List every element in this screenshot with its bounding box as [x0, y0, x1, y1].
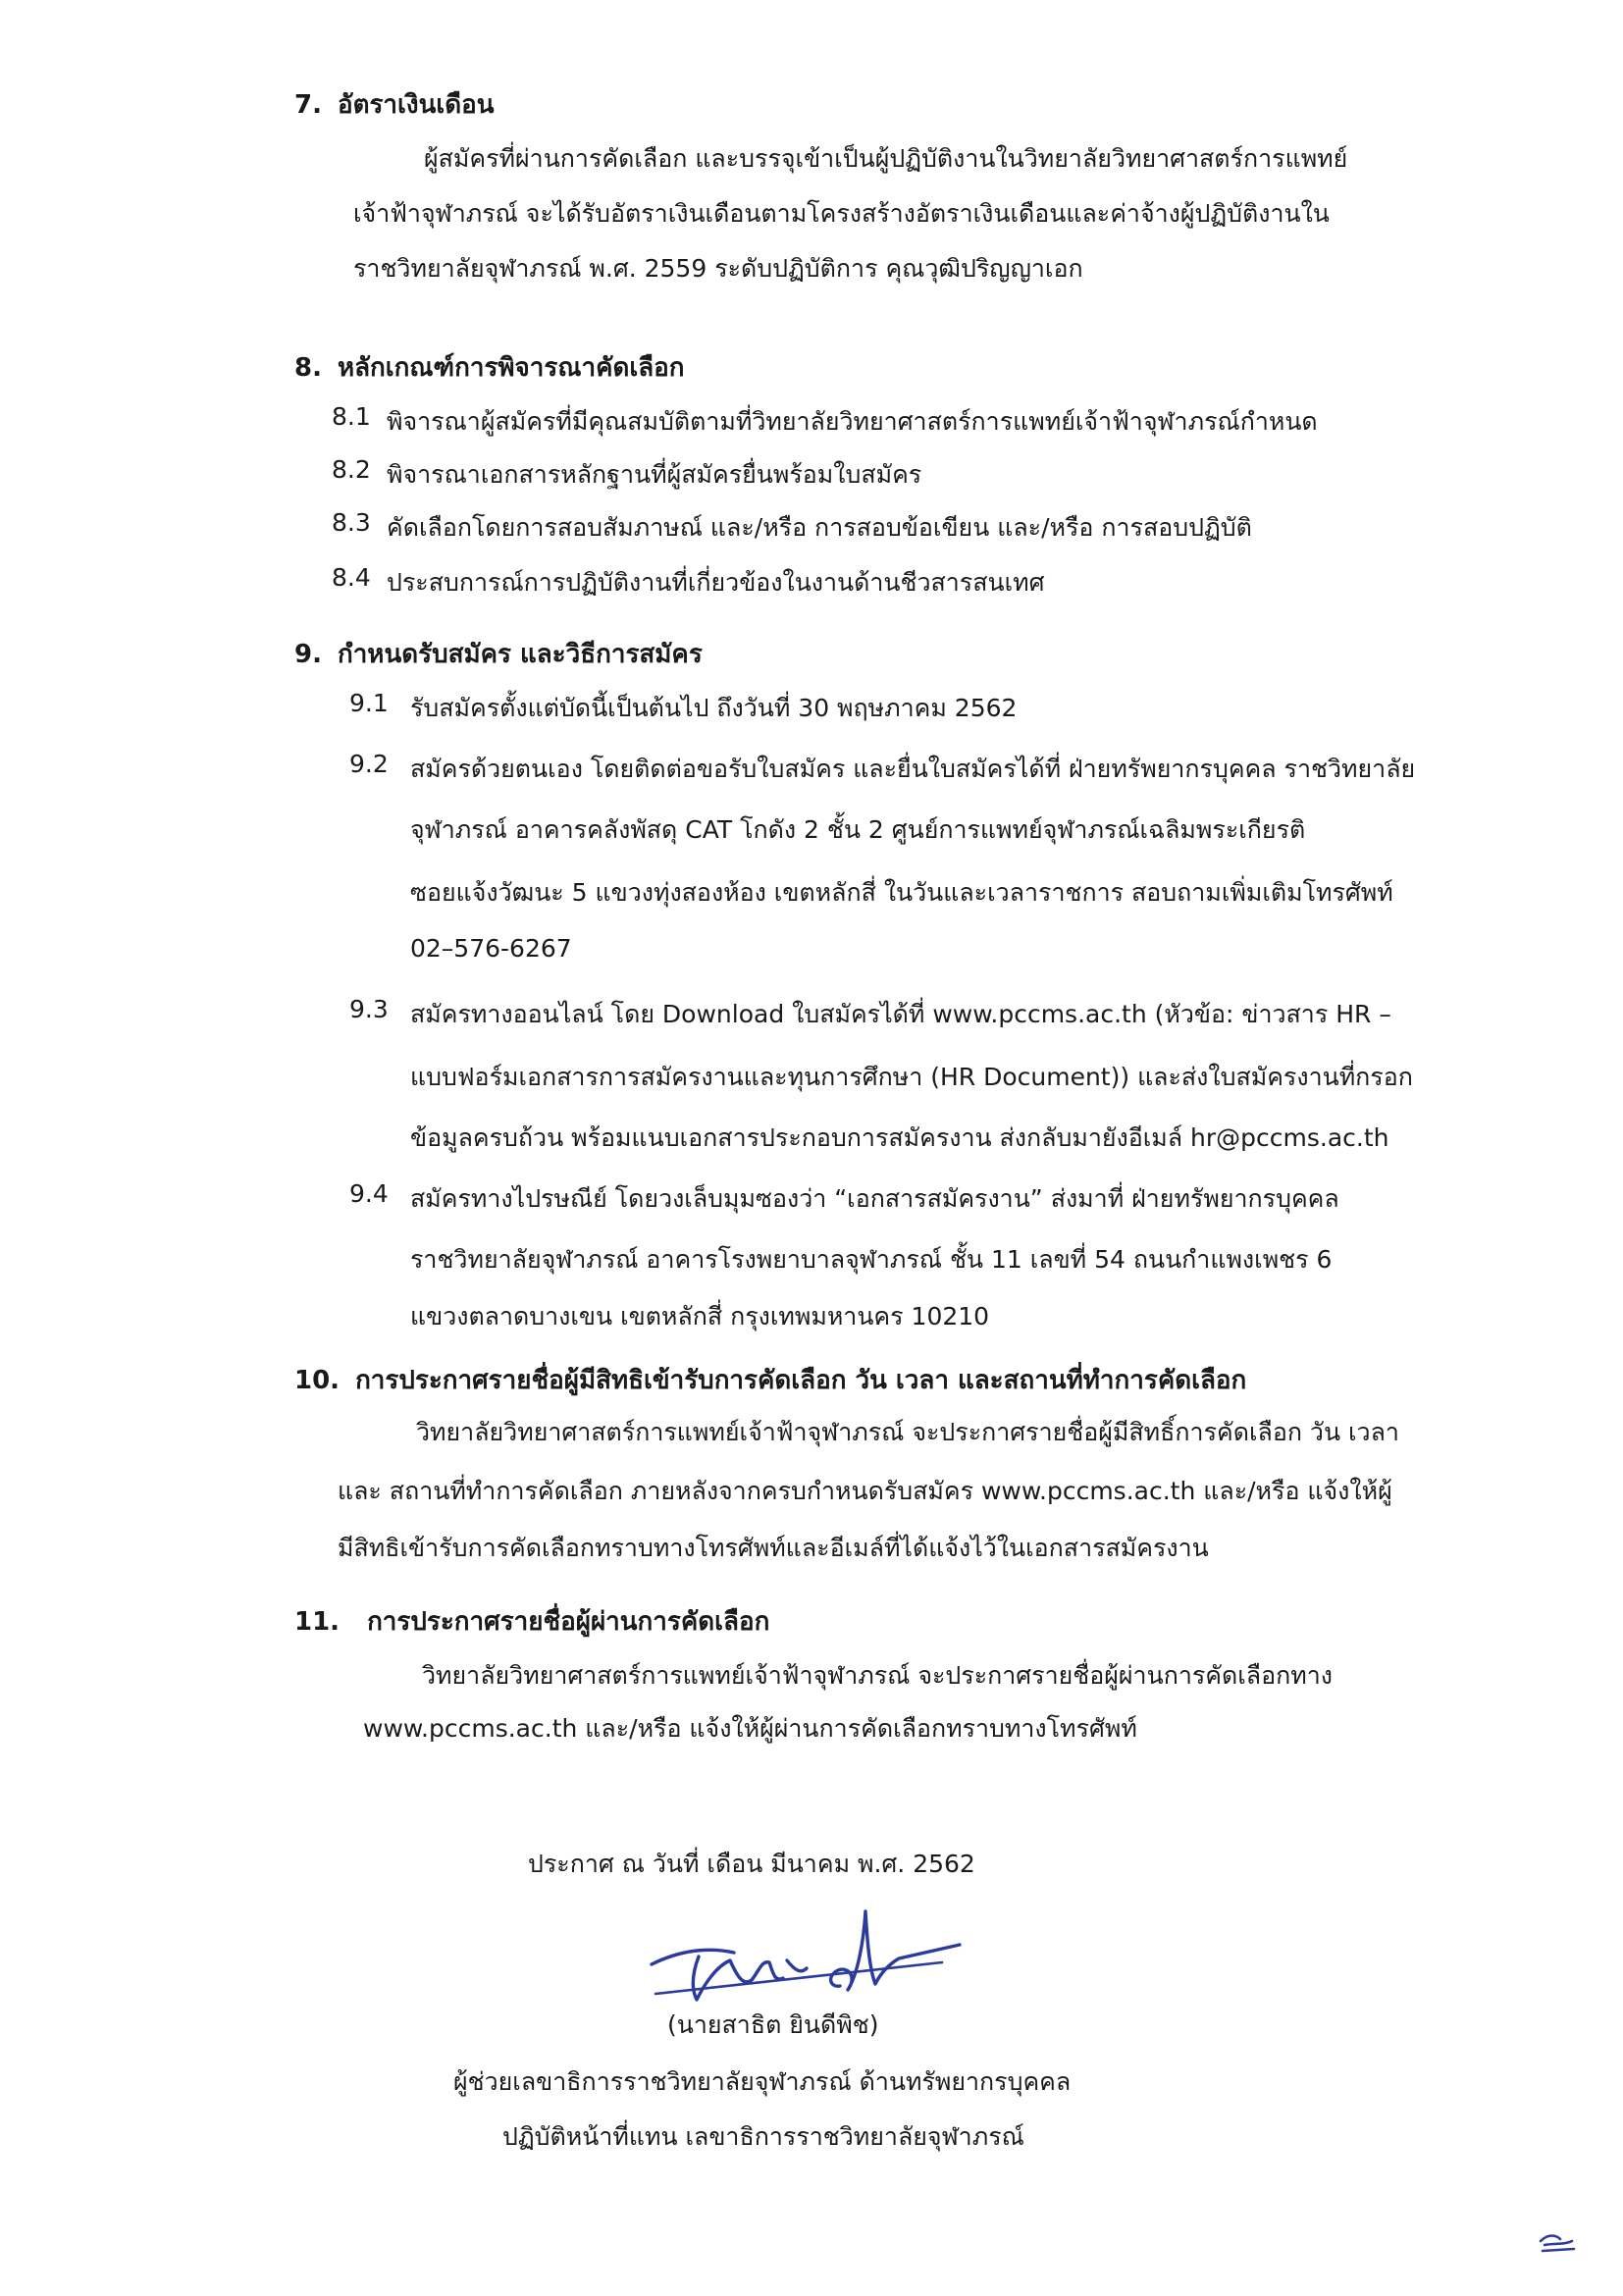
- section-10-number: 10.: [294, 1366, 340, 1395]
- section-7-heading: [294, 84, 495, 125]
- section-9-title: กำหนดรับสมัคร และวิธีการสมัคร: [337, 640, 703, 669]
- application-item-line: รับสมัครตั้งแต่บัดนี้เป็นต้นไป ถึงวันที่ 30 พฤษภาคม 2562: [410, 694, 1018, 722]
- section-10-line: วิทยาลัยวิทยาศาสตร์การแพทย์เจ้าฟ้าจุฬาภรณ์ จะประกาศรายชื่อผู้มีสิทธิ์การคัดเลือก วัน เวลา: [416, 1418, 1399, 1446]
- application-item-line: สมัครทางออนไลน์ โดย Download ใบสมัครได้ที่ www.pccms.ac.th (หัวข้อ: ข่าวสาร HR –: [410, 1000, 1391, 1028]
- section-9-number: 9.: [294, 640, 322, 669]
- section-8-title: หลักเกณฑ์การพิจารณาคัดเลือก: [337, 353, 685, 383]
- section-8-heading: [294, 347, 685, 388]
- criteria-item-text: พิจารณาผู้สมัครที่มีคุณสมบัติตามที่วิทยาลัยวิทยาศาสตร์การแพทย์เจ้าฟ้าจุฬาภรณ์กำหนด: [387, 407, 1318, 436]
- criteria-item-text: พิจารณาเอกสารหลักฐานที่ผู้สมัครยื่นพร้อมใบสมัคร: [387, 460, 922, 489]
- section-11-number: 11.: [294, 1607, 340, 1637]
- signature-image: [648, 1904, 962, 2011]
- section-11-line: www.pccms.ac.th และ/หรือ แจ้งให้ผู้ผ่านการคัดเลือกทราบทางโทรศัพท์: [363, 1714, 1137, 1743]
- section-11-title: การประกาศรายชื่อผู้ผ่านการคัดเลือก: [367, 1607, 770, 1637]
- section-11-heading: [294, 1601, 769, 1642]
- criteria-item-text: ประสบการณ์การปฏิบัติงานที่เกี่ยวข้องในงานด้านชีวสารสนเทศ: [387, 568, 1045, 597]
- application-item-number: 9.4: [349, 1179, 389, 1208]
- criteria-item-number: 8.2: [332, 455, 371, 484]
- application-item-line: ซอยแจ้งวัฒนะ 5 แขวงทุ่งสองห้อง เขตหลักสี่ ในวันและเวลาราชการ สอบถามเพิ่มเติมโทรศัพท์: [410, 878, 1393, 907]
- initials-mark-icon: [1535, 2227, 1578, 2257]
- application-item-number: 9.2: [349, 750, 389, 778]
- application-item-number: 9.3: [349, 995, 389, 1023]
- section-7-line: เจ้าฟ้าจุฬาภรณ์ จะได้รับอัตราเงินเดือนตามโครงสร้างอัตราเงินเดือนและค่าจ้างผู้ปฏิบัติงานใน: [353, 199, 1330, 228]
- signer-title-line-1: ผู้ช่วยเลขาธิการราชวิทยาลัยจุฬาภรณ์ ด้านทรัพยากรบุคคล: [453, 2067, 1072, 2096]
- signer-name: (นายสาธิต ยินดีพิช): [667, 2010, 879, 2039]
- section-10-title: การประกาศรายชื่อผู้มีสิทธิเข้ารับการคัดเลือก วัน เวลา และสถานที่ทำการคัดเลือก: [355, 1366, 1247, 1395]
- section-7-line: ผู้สมัครที่ผ่านการคัดเลือก และบรรจุเข้าเป็นผู้ปฏิบัติงานในวิทยาลัยวิทยาศาสตร์การแพทย์: [424, 144, 1348, 173]
- application-item-line: ข้อมูลครบถ้วน พร้อมแนบเอกสารประกอบการสมัครงาน ส่งกลับมายังอีเมล์ hr@pccms.ac.th: [410, 1123, 1389, 1152]
- application-item-line: 02–576-6267: [410, 934, 572, 963]
- section-7-title: อัตราเงินเดือน: [337, 90, 495, 120]
- application-item-number: 9.1: [349, 689, 389, 717]
- section-11-line: วิทยาลัยวิทยาศาสตร์การแพทย์เจ้าฟ้าจุฬาภรณ์ จะประกาศรายชื่อผู้ผ่านการคัดเลือกทาง: [422, 1661, 1333, 1690]
- application-item-line: สมัครด้วยตนเอง โดยติดต่อขอรับใบสมัคร และยื่นใบสมัครได้ที่ ฝ่ายทรัพยากรบุคคล ราชวิทยาลัย: [410, 755, 1416, 783]
- signer-title-line-2: ปฏิบัติหน้าที่แทน เลขาธิการราชวิทยาลัยจุฬาภรณ์: [502, 2122, 1024, 2151]
- section-10-line: มีสิทธิเข้ารับการคัดเลือกทราบทางโทรศัพท์และอีเมล์ที่ได้แจ้งไว้ในเอกสารสมัครงาน: [338, 1534, 1209, 1562]
- application-item-line: ราชวิทยาลัยจุฬาภรณ์ อาคารโรงพยาบาลจุฬาภรณ์ ชั้น 11 เลขที่ 54 ถนนกำแพงเพชร 6: [410, 1245, 1333, 1274]
- criteria-item-number: 8.4: [332, 563, 371, 592]
- section-7-number: 7.: [294, 90, 322, 120]
- criteria-item-text: คัดเลือกโดยการสอบสัมภาษณ์ และ/หรือ การสอบข้อเขียน และ/หรือ การสอบปฏิบัติ: [387, 513, 1252, 542]
- application-item-line: แบบฟอร์มเอกสารการสมัครงานและทุนการศึกษา (HR Document)) และส่งใบสมัครงานที่กรอก: [410, 1063, 1413, 1091]
- section-10-heading: [294, 1360, 1246, 1400]
- application-item-line: แขวงตลาดบางเขน เขตหลักสี่ กรุงเทพมหานคร 10210: [410, 1302, 990, 1331]
- section-10-line: และ สถานที่ทำการคัดเลือก ภายหลังจากครบกำหนดรับสมัคร www.pccms.ac.th และ/หรือ แจ้งให้ผู้: [338, 1477, 1392, 1505]
- application-item-line: จุฬาภรณ์ อาคารคลังพัสดุ CAT โกดัง 2 ชั้น 2 ศูนย์การแพทย์จุฬาภรณ์เฉลิมพระเกียรติ: [410, 815, 1306, 844]
- section-9-heading: [294, 634, 703, 674]
- section-7-line: ราชวิทยาลัยจุฬาภรณ์ พ.ศ. 2559 ระดับปฏิบัติการ คุณวุฒิปริญญาเอก: [353, 254, 1083, 283]
- announce-date: ประกาศ ณ วันที่ เดือน มีนาคม พ.ศ. 2562: [528, 1850, 975, 1878]
- criteria-item-number: 8.1: [332, 402, 371, 431]
- section-8-number: 8.: [294, 353, 322, 383]
- criteria-item-number: 8.3: [332, 508, 371, 537]
- application-item-line: สมัครทางไปรษณีย์ โดยวงเล็บมุมซองว่า “เอกสารสมัครงาน” ส่งมาที่ ฝ่ายทรัพยากรบุคคล: [410, 1184, 1339, 1213]
